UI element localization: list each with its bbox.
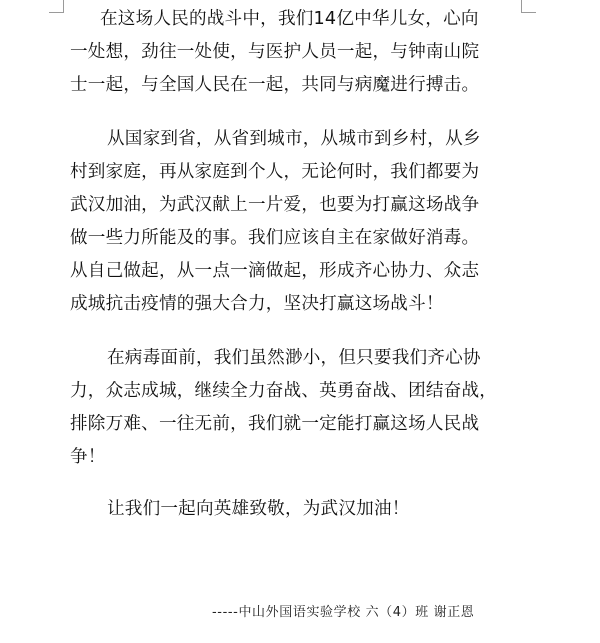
paragraph-2-line-5: 从自己做起，从一点一滴做起，形成齐心协力、众志 (70, 261, 480, 281)
paragraph-3-line-1: 在病毒面前，我们虽然渺小，但只要我们齐心协 (107, 348, 481, 368)
paragraph-2-line-2: 村到家庭，再从家庭到个人，无论何时，我们都要为 (70, 162, 480, 182)
signature-line: -----中山外国语实验学校 六（4）班 谢正恩 (212, 605, 475, 620)
paragraph-1-line-1: 在这场人民的战斗中，我们14亿中华儿女，心向 (100, 9, 479, 29)
paragraph-3-line-2: 力，众志成城，继续全力奋战、英勇奋战、团结奋战， (70, 381, 498, 401)
paragraph-4-line-1: 让我们一起向英雄致敬，为武汉加油！ (107, 499, 410, 519)
page-corner-mark-left (49, 0, 64, 13)
paragraph-2-line-3: 武汉加油，为武汉献上一片爱，也要为打赢这场战争 (70, 195, 480, 215)
paragraph-2-line-6: 成城抗击疫情的强大合力，坚决打赢这场战斗！ (70, 294, 444, 314)
paragraph-1-line-3: 士一起，与全国人民在一起，共同与病魔进行搏击。 (70, 75, 480, 95)
paragraph-3-line-4: 争！ (70, 447, 106, 467)
paragraph-2-line-4: 做一些力所能及的事。我们应该自主在家做好消毒。 (70, 228, 480, 248)
paragraph-3-line-3: 排除万难、一往无前，我们就一定能打赢这场人民战 (70, 414, 480, 434)
paragraph-1-line-2: 一处想，劲往一处使，与医护人员一起，与钟南山院 (70, 42, 480, 62)
paragraph-2-line-1: 从国家到省，从省到城市，从城市到乡村，从乡 (107, 129, 481, 149)
